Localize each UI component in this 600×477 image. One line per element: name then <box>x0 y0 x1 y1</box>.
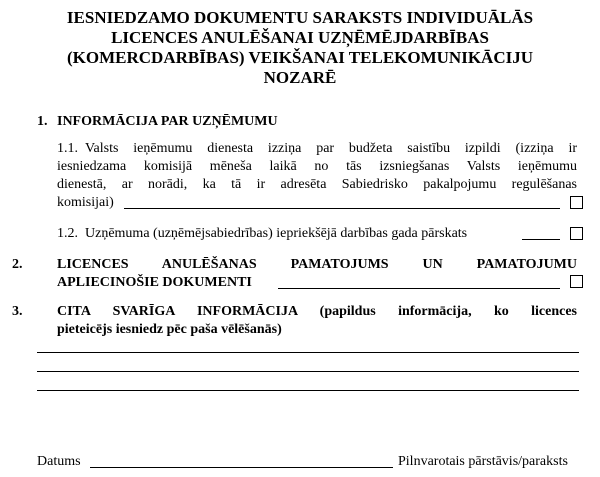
section-2-checkbox[interactable] <box>570 275 583 288</box>
date-signature-line[interactable] <box>90 467 393 468</box>
item-1-1-line-1: Valsts ieņēmumu dienesta izziņa par budžeta saistību izpildi (izziņa ir <box>85 141 577 156</box>
section-2-line-1: LICENCES ANULĒŠANAS PAMATOJUMS UN PAMATOJUMU <box>57 257 577 272</box>
section-1-heading: INFORMĀCIJA PAR UZŅĒMUMU <box>57 114 278 129</box>
document-title <box>0 8 600 88</box>
item-1-1-line-2: iesniedzama komisijā mēneša laikā no tās izsniegšanas Valsts ieņēmumu <box>57 159 577 174</box>
title-line-3: (KOMERCDARBĪBAS) VEIKŠANAI TELEKOMUNIKĀCIJU <box>67 48 533 67</box>
section-2-line-2: APLIECINOŠIE DOKUMENTI <box>57 275 252 290</box>
title-line-1: IESNIEDZAMO DOKUMENTU SARAKSTS INDIVIDUĀLĀS <box>66 8 534 27</box>
info-line-1[interactable] <box>37 352 579 353</box>
info-line-3[interactable] <box>37 390 579 391</box>
section-2-number: 2. <box>12 257 23 272</box>
item-1-2-number: 1.2. <box>57 226 78 241</box>
section-3-line-1: CITA SVARĪGA INFORMĀCIJA (papildus informācija, ko licences <box>57 304 577 319</box>
item-1-1-checkbox[interactable] <box>570 196 583 209</box>
signature-label: Pilnvarotais pārstāvis/paraksts <box>398 454 568 469</box>
item-1-2-text: Uzņēmuma (uzņēmējsabiedrības) iepriekšējā darbības gada pārskats <box>85 226 468 241</box>
item-1-1-line-4: komisijai) <box>57 195 114 210</box>
section-3-number: 3. <box>12 304 23 319</box>
date-label: Datums <box>37 454 81 469</box>
title-line-4: NOZARĒ <box>263 68 337 87</box>
item-1-2-fill-line[interactable] <box>522 239 560 240</box>
item-1-2-checkbox[interactable] <box>570 227 583 240</box>
section-2-fill-line[interactable] <box>278 288 560 289</box>
item-1-1-line-3: dienestā, ar norādi, ka tā ir adresēta Sabiedrisko pakalpojumu regulēšanas <box>57 177 577 192</box>
info-line-2[interactable] <box>37 371 579 372</box>
item-1-1-fill-line[interactable] <box>124 208 560 209</box>
item-1-1-number: 1.1. <box>57 141 78 156</box>
section-3-line-2: pieteicējs iesniedz pēc paša vēlēšanās) <box>57 322 282 337</box>
title-line-2: LICENCES ANULĒŠANAI UZŅĒMĒJDARBĪBAS <box>111 28 489 47</box>
section-1-number: 1. <box>37 114 48 129</box>
